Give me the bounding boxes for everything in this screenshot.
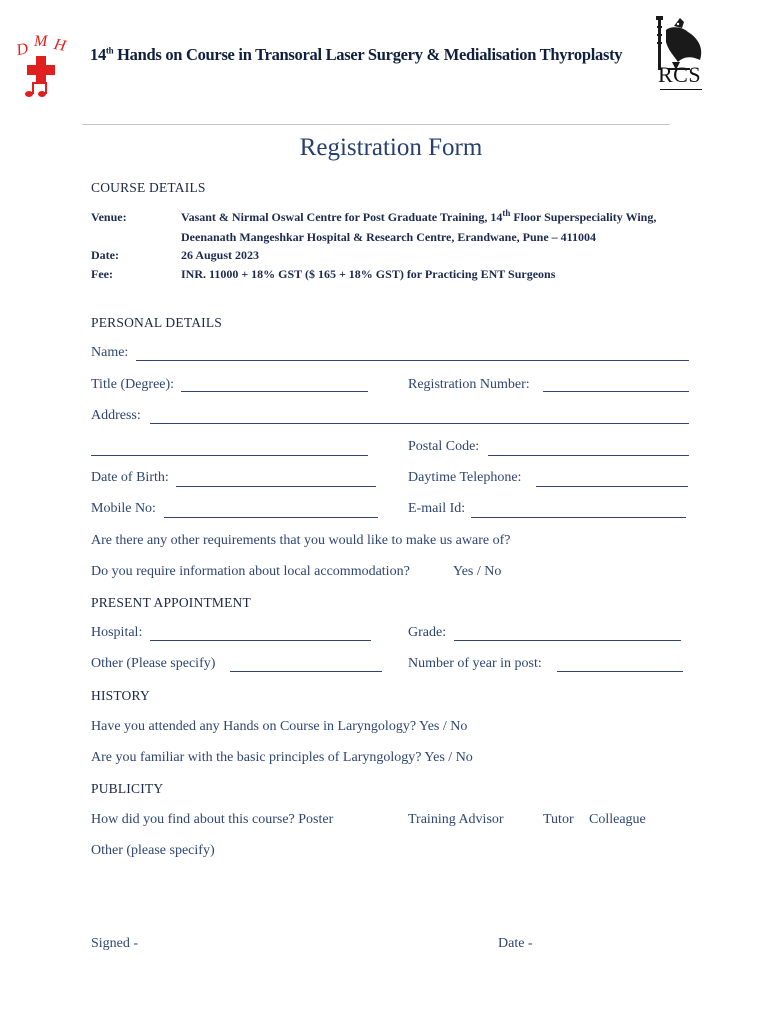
rcs-underline [660,89,702,90]
venue-line-2: Deenanath Mangeshkar Hospital & Research Centre, Erandwane, Pune – 411004 [181,230,597,244]
course-details-heading: COURSE DETAILS [91,180,206,195]
requirements-question: Are there any other requirements that you would like to make us aware of? [91,533,511,548]
svg-text:D: D [14,40,30,60]
rcs-logo-text: RCS [658,62,702,87]
venue-line-1-sup: th [502,208,511,218]
venue-line-1 [181,210,656,225]
address-field-1[interactable] [150,423,689,424]
hospital-field[interactable] [150,640,371,641]
mobile-label: Mobile No: [91,501,156,516]
dob-field[interactable] [176,486,376,487]
years-in-post-label: Number of year in post: [408,656,542,671]
publicity-heading: PUBLICITY [91,781,164,796]
other-appointment-label: Other (Please specify) [91,656,216,671]
name-field[interactable] [136,360,689,361]
header-divider [82,124,670,125]
publicity-option-training-advisor[interactable]: Training Advisor [408,812,504,827]
name-label: Name: [91,345,129,360]
grade-field[interactable] [454,640,681,641]
accommodation-question: Do you require information about local accommodation? [91,564,410,579]
course-title [90,45,622,65]
venue-line-1-b: Floor Superspeciality Wing, [510,210,657,224]
registration-number-field[interactable] [543,391,689,392]
date-signed-label: Date - [498,936,533,951]
years-in-post-field[interactable] [557,671,683,672]
venue-label: Venue: [91,210,127,224]
title-degree-field[interactable] [181,391,368,392]
svg-text:H: H [52,35,68,55]
email-label: E-mail Id: [408,501,466,516]
publicity-option-colleague[interactable]: Colleague [589,812,646,827]
course-title-text: Hands on Course in Transoral Laser Surgery & Medialisation Thyroplasty [113,45,623,64]
dob-label: Date of Birth: [91,470,169,485]
dmh-logo [12,32,74,100]
mobile-field[interactable] [164,517,378,518]
fee-label: Fee: [91,267,113,281]
postal-code-label: Postal Code: [408,439,480,454]
publicity-option-tutor[interactable]: Tutor [543,812,574,827]
course-title-sup: th [105,45,114,56]
venue-line-1-a: Vasant & Nirmal Oswal Centre for Post Graduate Training, 14 [181,210,503,224]
postal-code-field[interactable] [488,455,689,456]
daytime-telephone-label: Daytime Telephone: [408,470,522,485]
registration-number-label: Registration Number: [408,377,530,392]
fee-value: INR. 11000 + 18% GST ($ 165 + 18% GST) for Practicing ENT Surgeons [181,267,556,281]
course-title-number: 14 [90,45,106,64]
other-appointment-field[interactable] [230,671,382,672]
history-question-1: Have you attended any Hands on Course in Laryngology? Yes / No [91,719,468,734]
dmh-cross-icon [12,32,74,100]
email-field[interactable] [471,517,686,518]
title-degree-label: Title (Degree): [91,377,175,392]
signed-label: Signed - [91,936,139,951]
present-appointment-heading: PRESENT APPOINTMENT [91,595,251,610]
daytime-telephone-field[interactable] [536,486,688,487]
publicity-question: How did you find about this course? Poster [91,812,334,827]
publicity-other-label: Other (please specify) [91,843,215,858]
address-label: Address: [91,408,141,423]
history-heading: HISTORY [91,688,150,703]
date-label: Date: [91,248,119,262]
personal-details-heading: PERSONAL DETAILS [91,315,222,330]
history-question-2: Are you familiar with the basic principles of Laryngology? Yes / No [91,750,473,765]
address-field-2[interactable] [91,455,368,456]
accommodation-options[interactable]: Yes / No [453,564,502,579]
date-value: 26 August 2023 [181,248,260,262]
grade-label: Grade: [408,625,447,640]
form-title: Registration Form [299,134,483,161]
hospital-label: Hospital: [91,625,143,640]
svg-text:M: M [34,33,48,50]
